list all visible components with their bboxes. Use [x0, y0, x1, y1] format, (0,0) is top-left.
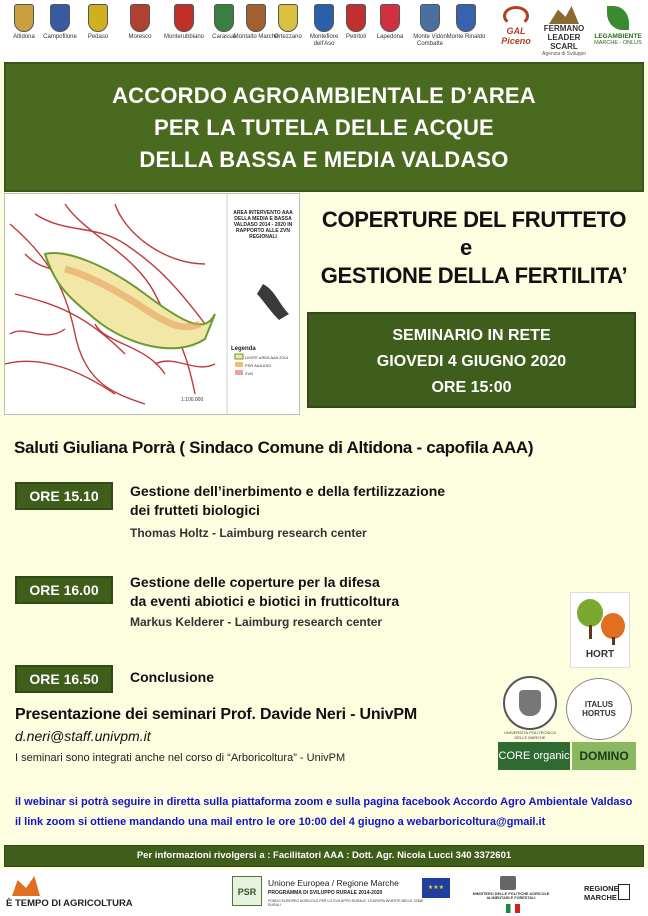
talk-title: dei frutteti biologici: [130, 502, 260, 518]
crest-icon: [130, 4, 150, 32]
talk-title: Conclusione: [130, 669, 215, 685]
map-scale: 1:100.000: [181, 397, 204, 403]
title-line: DELLA BASSA E MEDIA VALDASO: [139, 147, 509, 172]
seminar-line: SEMINARIO IN RETE: [392, 327, 551, 344]
municipality-logo: Ortezzano: [264, 4, 312, 41]
municipality-logo: Carassai: [200, 4, 248, 41]
regione-marche-text: REGIONE MARCHE: [584, 884, 619, 902]
tree-icon: [577, 599, 603, 627]
zoom-link-info: il link zoom si ottiene mandando una mail entro le ore 10:00 del 4 giugno a webarboricoltura@gmail.it: [15, 816, 546, 828]
crest-icon: [246, 4, 266, 32]
univpm-logo: UNIVERSITÀ POLITECNICA DELLE MARCHE: [500, 676, 560, 740]
municipality-logo: Monte Rinaldo: [442, 4, 490, 41]
seminar-date: GIOVEDI 4 GIUGNO 2020: [376, 353, 567, 370]
crest-icon: [174, 4, 194, 32]
title-banner: [4, 62, 644, 192]
map-legend-item: LIMITE AREA AAA 2014: [245, 355, 289, 360]
leaf-icon: [607, 6, 629, 30]
map-legend-item: ZVN: [245, 371, 253, 376]
hort-logo: HORT: [570, 592, 630, 668]
tempo-slogan: È TEMPO DI AGRICOLTURA: [6, 898, 133, 909]
eu-flag-icon: ★★★: [422, 878, 450, 898]
program-item: [130, 573, 550, 629]
subtitle-line: GESTIONE DELLA FERTILITA’: [320, 263, 628, 288]
municipality-logo: Campofilone: [36, 4, 84, 41]
crest-icon: [214, 4, 234, 32]
crest-icon: [278, 4, 298, 32]
municipality-logo: Lapedona: [366, 4, 414, 41]
municipality-logo: Montefiore dell'Aso: [300, 4, 348, 48]
municipality-logo: Monte Vidon Combatte: [406, 4, 454, 48]
seal-icon: [519, 690, 541, 716]
logo-strip: [0, 0, 648, 62]
area-map: [4, 193, 300, 415]
italus-hortus-logo: ITALUS HORTUS: [566, 678, 632, 740]
seminar-box: [307, 312, 636, 408]
eu-text: Unione Europea / Regione Marche: [268, 878, 399, 888]
course-note: I seminari sono integrati anche nel corso di “Arboricoltura” - UnivPM: [15, 752, 346, 764]
map-heading: AREA INTERVENTO AAA DELLA MEDIA E BASSA VALDASO 2014 - 2020 IN RAPPORTO ALLE ZVN REGIONALI: [233, 210, 293, 240]
subtitle: [304, 206, 644, 290]
subtitle-line: e: [460, 235, 472, 260]
municipality-logo: Moresco: [116, 4, 164, 41]
program-item: [130, 482, 550, 540]
psr-logo: PSR: [232, 876, 262, 906]
eu-fund: FONDO EUROPEO AGRICOLO PER LO SVILUPPO RURALE: L'EUROPA INVESTE NELLE ZONE RURALI: [268, 899, 424, 907]
funding-logos: [0, 870, 648, 916]
municipality-logo: Pedaso: [74, 4, 122, 41]
crest-icon: [380, 4, 400, 32]
crest-icon: [88, 4, 108, 32]
time-badge: ORE 15.10: [15, 482, 113, 510]
title-line: ACCORDO AGROAMBIENTALE D’AREA: [112, 83, 536, 108]
talk-title: Gestione dell’inerbimento e della fertilizzazione: [130, 483, 446, 499]
subtitle-line: COPERTURE DEL FRUTTETO: [321, 207, 627, 232]
crest-icon: [420, 4, 440, 32]
ministero-text: MINISTERO DELLE POLITICHE AGRICOLE ALIMENTARI E FORESTALI: [472, 892, 550, 900]
regione-emblem-icon: [618, 884, 630, 900]
crest-icon: [346, 4, 366, 32]
municipality-logo: Montalto Marche: [232, 4, 280, 41]
map-legend-item: PSR AAA ASO: [245, 363, 272, 368]
crest-icon: [14, 4, 34, 32]
presentation-title: Presentazione dei seminari Prof. Davide Neri - UnivPM: [15, 706, 417, 723]
talk-title: da eventi abiotici e biotici in frutticoltura: [130, 593, 400, 609]
contact-bar: [4, 845, 644, 867]
speaker: Markus Kelderer - Laimburg research center: [130, 615, 383, 629]
mountain-icon: [549, 6, 579, 24]
crest-icon: [314, 4, 334, 32]
title-line: PER LA TUTELA DELLE ACQUE: [154, 115, 494, 140]
contact-text: Per informazioni rivolgersi a : Facilitatori AAA : Dott. Agr. Nicola Lucci 340 3372601: [136, 850, 512, 861]
domino-logo: DOMINO: [572, 742, 636, 770]
core-organic-logo: CORE organic: [498, 742, 570, 770]
program-item: [130, 668, 550, 687]
gal-arc-icon: [503, 6, 529, 26]
webinar-info: il webinar si potrà seguire in diretta sulla piattaforma zoom e sulla pagina facebook Accordo Agro Ambientale Valdaso: [15, 796, 633, 808]
talk-title: Gestione delle coperture per la difesa: [130, 574, 380, 590]
time-badge: ORE 16.00: [15, 576, 113, 604]
map-legend-title: Legenda: [231, 346, 256, 352]
legambiente-logo: LEGAMBIENTE MARCHE - ONLUS: [590, 6, 646, 60]
tree-icon: [601, 613, 625, 639]
landscape-icon: [12, 876, 40, 896]
crest-icon: [50, 4, 70, 32]
italy-flag-icon: [506, 904, 520, 913]
time-badge: ORE 16.50: [15, 665, 113, 693]
municipality-logo: Petritoli: [332, 4, 380, 41]
greeting: Saluti Giuliana Porrà ( Sindaco Comune di Altidona - capofila AAA): [14, 438, 534, 457]
seminar-time: ORE 15:00: [431, 379, 512, 396]
gal-logo: GAL Piceno: [494, 6, 538, 56]
municipality-logo: Altidona: [0, 4, 48, 41]
ministry-emblem-icon: [500, 876, 516, 890]
contact-email[interactable]: d.neri@staff.univpm.it: [15, 728, 151, 744]
municipality-logo: Monterubbiano: [160, 4, 208, 41]
eu-program: PROGRAMMA DI SVILUPPO RURALE 2014-2020: [268, 890, 383, 896]
speaker: Thomas Holtz - Laimburg research center: [130, 526, 367, 540]
fermano-logo: FERMANO LEADER SCARL Agenzia di Sviluppo: [538, 6, 590, 60]
crest-icon: [456, 4, 476, 32]
